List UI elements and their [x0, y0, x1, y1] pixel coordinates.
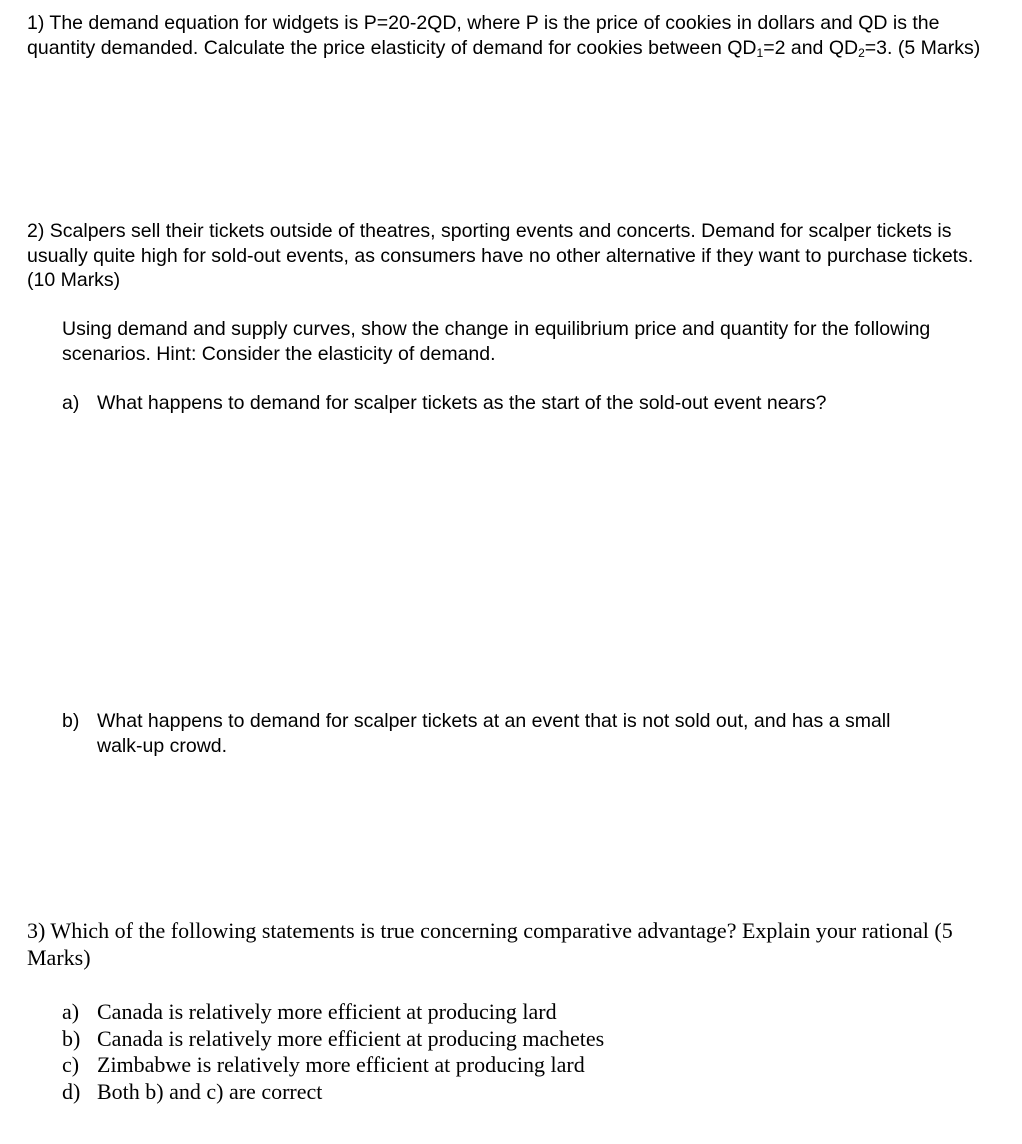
option-label: a)	[62, 999, 80, 1024]
option-c	[62, 1052, 962, 1079]
subscript-2: 2	[858, 45, 865, 60]
question-2-part-b	[62, 709, 922, 758]
question-2: 2) Scalpers sell their tickets outside of theatres, sporting events and concerts. Demand for scalper tickets is usually quite high for sold-out events, as consumers have no other alternative if they want to purchase tickets. (10 Marks)	[27, 220, 974, 291]
part-a-label: a)	[62, 392, 80, 414]
option-text: Zimbabwe is relatively more efficient at producing lard	[97, 1052, 585, 1077]
question-2-instructions: Using demand and supply curves, show the change in equilibrium price and quantity for the following scenarios. Hint: Consider the elasticity of demand.	[62, 318, 931, 365]
option-a	[62, 999, 962, 1026]
option-label: c)	[62, 1052, 80, 1077]
question-1-text: 1) The demand equation for widgets is P=20-2QD, where P is the price of cookies in dollars and QD is the quantity demanded. Calculate the price elasticity of demand for cookies between QD	[27, 12, 940, 59]
question-2-part-a	[62, 391, 962, 416]
option-d	[62, 1079, 962, 1106]
option-label: b)	[62, 1025, 81, 1051]
subscript-1: 1	[756, 45, 764, 60]
question-1-text-mid: =2 and QD	[763, 36, 859, 59]
question-1	[27, 11, 1002, 60]
question-3: 3) Which of the following statements is true concerning comparative advantage? Explain your rational (5 Marks)	[27, 918, 953, 970]
option-text: Both b) and c) are correct	[97, 1078, 323, 1104]
option-text: Canada is relatively more efficient at producing lard	[97, 999, 557, 1024]
question-1-text-end: =3. (5 Marks)	[864, 36, 981, 59]
option-text: Canada is relatively more efficient at producing machetes	[97, 1025, 605, 1051]
part-a-text: What happens to demand for scalper tickets as the start of the sold-out event nears?	[97, 392, 827, 414]
part-b-label: b)	[62, 710, 80, 732]
option-label: d)	[62, 1078, 81, 1104]
part-b-text: What happens to demand for scalper tickets at an event that is not sold out, and has a small walk-up crowd.	[97, 710, 891, 757]
question-3-options	[62, 999, 962, 1105]
option-b	[62, 1026, 962, 1053]
